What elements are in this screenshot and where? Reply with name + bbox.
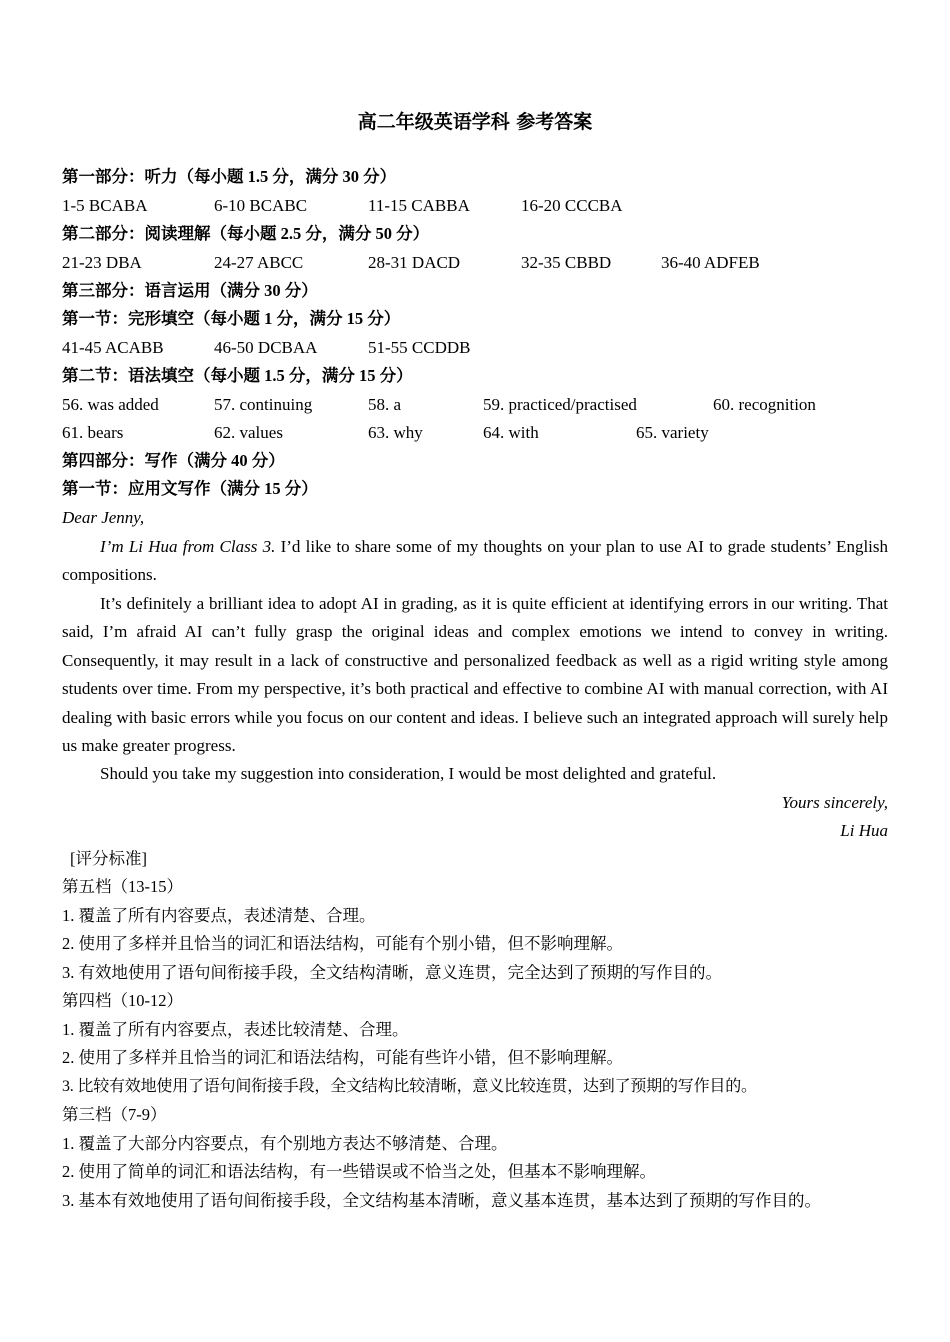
level3-item-3: 3. 基本有效地使用了语句间衔接手段，全文结构基本清晰，意义基本连贯，基本达到了预期的写作目的。 [62,1191,821,1210]
letter-paragraph-1-text: I’d like to share some of my thoughts on your plan to use AI to grade students’ English compositions. [62,537,889,585]
answer-item: 59. practiced/practised [483,395,637,414]
level4-title: 第四档（10-12） [62,991,183,1010]
part3-heading: 第三部分：语言运用（满分 30 分） [62,281,318,300]
answer-group: 1-5 BCABA [62,196,148,215]
answer-group: 21-23 DBA [62,253,142,272]
answer-group: 32-35 CBBD [521,253,612,272]
part3-section2-row1 [62,391,888,419]
part2-answers [62,249,888,277]
answer-group: 28-31 DACD [368,253,461,272]
criteria-heading: [评分标准] [70,849,147,868]
page-title: 高二年级英语学科 参考答案 [357,111,593,133]
part2-heading: 第二部分：阅读理解（每小题 2.5 分，满分 50 分） [62,224,430,243]
answer-item: 63. why [368,423,423,442]
level5-title: 第五档（13-15） [62,877,183,896]
level4-item-2: 2. 使用了多样并且恰当的词汇和语法结构，可能有些许小错，但不影响理解。 [62,1048,623,1067]
level3-item-1: 1. 覆盖了大部分内容要点，有个别地方表达不够清楚、合理。 [62,1134,508,1153]
level5-item-1: 1. 覆盖了所有内容要点，表述清楚、合理。 [62,906,376,925]
answer-item: 61. bears [62,423,124,442]
letter-paragraph-3: Should you take my suggestion into consideration, I would be most delighted and grateful. [100,764,717,783]
level5-item-3: 3. 有效地使用了语句间衔接手段，全文结构清晰，意义连贯，完全达到了预期的写作目的。 [62,963,722,982]
level4-item-3: 3. 比较有效地使用了语句间衔接手段，全文结构比较清晰，意义比较连贯，达到了预期的写作目的。 [62,1078,757,1095]
answer-item: 56. was added [62,395,159,414]
level4-item-1: 1. 覆盖了所有内容要点，表述比较清楚、合理。 [62,1020,409,1039]
level3-item-2: 2. 使用了简单的词汇和语法结构，有一些错误或不恰当之处，但基本不影响理解。 [62,1162,656,1181]
answer-group: 6-10 BCABC [214,196,308,215]
answer-item: 60. recognition [713,395,816,414]
part4-heading: 第四部分：写作（满分 40 分） [62,451,285,470]
answer-group: 24-27 ABCC [214,253,304,272]
answer-item: 57. continuing [214,395,313,414]
answer-item: 64. with [483,423,539,442]
answer-group: 16-20 CCCBA [521,196,623,215]
part4-section1-heading: 第一节：应用文写作（满分 15 分） [62,479,318,498]
part3-section1-answers [62,334,888,362]
part3-section1-heading: 第一节：完形填空（每小题 1 分，满分 15 分） [62,309,401,328]
part1-heading: 第一部分：听力（每小题 1.5 分，满分 30 分） [62,167,397,186]
letter-paragraph-1 [62,533,888,590]
part3-section2-heading: 第二节：语法填空（每小题 1.5 分，满分 15 分） [62,366,413,385]
answer-group: 41-45 ACABB [62,338,164,357]
letter-salutation: Dear Jenny, [62,508,145,527]
letter-paragraph-2: It’s definitely a brilliant idea to adopt AI in grading, as it is quite efficient at identifying errors in our writing. That said, I’m afraid AI can’t fully grasp the original ideas and complex emotions we intend to convey in writing. Consequently, it may result in a lack of constructive and personalized feedback as well as a rigid writing style among students over time. From my perspective, it’s both practical and effective to combine AI with manual correction, with AI dealing with basic errors while you focus on our content and ideas. I believe such an integrated approach will surely help us make greater progress. [62,594,888,756]
letter-intro: I’m Li Hua from Class 3. [100,537,276,556]
answer-item: 58. a [368,395,402,414]
level3-title: 第三档（7-9） [62,1105,167,1124]
answer-item: 62. values [214,423,283,442]
part3-section2-row2 [62,419,888,447]
answer-group: 11-15 CABBA [368,196,470,215]
letter-signature: Li Hua [840,821,888,840]
level5-item-2: 2. 使用了多样并且恰当的词汇和语法结构，可能有个别小错，但不影响理解。 [62,934,623,953]
answer-group: 36-40 ADFEB [661,253,760,272]
letter-closing: Yours sincerely, [781,793,888,812]
answer-group: 46-50 DCBAA [214,338,318,357]
answer-group: 51-55 CCDDB [368,338,471,357]
answer-item: 65. variety [636,423,709,442]
part1-answers [62,192,888,220]
